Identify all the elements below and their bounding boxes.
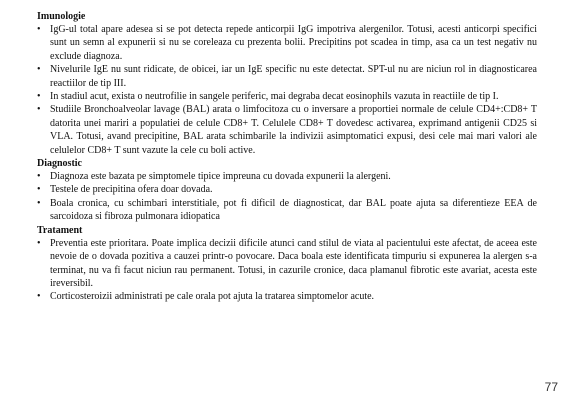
bullet-icon: • [37,197,41,209]
section-title: Imunologie [37,11,86,22]
section-tratament [37,224,537,304]
list-item [37,23,537,63]
list-item-text: Studiile Bronchoalveolar lavage (BAL) arata o limfocitoza cu o inversare a proportiei normale de celule CD4+:CD8+ T datorita unei mariri a populatiei de celule CD8+ T. Celulele CD8+ T dovedesc activarea, exprimand antigenii CD25 si VLA. Totusi, avand precipitine, BAL arata schimbarile la indivizii asimptomatici expusi, desi cele mai mari valori ale celulelor CD8+ T sunt vazute la cele cu boli active. [50,104,537,156]
bullet-icon: • [37,24,41,35]
list-item [37,90,537,103]
bullet-list [37,237,537,304]
list-item [37,290,537,303]
section-title: Diagnostic [37,158,82,170]
list-item-text: Preventia este prioritara. Poate implica decizii dificile atunci cand stilul de viata al pacientului este afectat, de aceea este nevoie de o dovada pozitiva a cauzei printr-o povocare. Daca boala este identificata timpuriu si expunerea la alergen s-a terminat, nu va fi facut niciun rau permanent. Totusi, in cazurile cronice, daca plamanul fibrotic este avariat, acesta este ireversibil. [50,237,537,289]
bullet-icon: • [37,64,41,76]
document-body [37,10,537,304]
section-diagnostic [37,157,537,224]
bullet-list [37,170,537,224]
list-item [37,237,537,291]
list-item-text: Diagnoza este bazata pe simptomele tipice impreuna cu dovada expunerii la alergeni. [50,171,391,183]
list-item [37,197,537,224]
list-item [37,63,537,90]
bullet-icon: • [37,104,41,116]
list-item-text: IgG-ul total apare adesea si se pot detecta repede anticorpii IgG impotriva alergenilor. Totusi, acesti anticorpi specifici sunt un semn al expunerii si nu se coreleaza cu prezenta bolii. Precipitins pot scadea in timp, asa ca un test negativ nu exclude diagnoza. [50,24,537,62]
bullet-icon: • [37,237,41,249]
list-item-text: Nivelurile IgE nu sunt ridicate, de obicei, iar un IgE specific nu este detectat. SPT-ul nu are niciun rol in diagnosticarea reactiilor de tip III. [50,64,537,89]
bullet-icon: • [37,184,41,196]
bullet-list [37,23,537,157]
list-item [37,170,537,183]
bullet-icon: • [37,291,41,303]
section-imunologie [37,10,537,157]
bullet-icon: • [37,91,41,103]
list-item [37,183,537,196]
list-item-text: Boala cronica, cu schimbari interstitiale, pot fi dificil de diagnosticat, dar BAL poate ajuta sa diferentieze EEA de sarcoidoza si fibroza pulmonara idiopatica [50,197,537,223]
bullet-icon: • [37,171,41,183]
list-item [37,103,537,157]
list-item-text: Testele de precipitina ofera doar dovada. [50,184,213,196]
page-number: 77 [544,380,558,394]
list-item-text: In stadiul acut, exista o neutrofilie in sangele periferic, mai degraba decat eosinophils vazuta in reactiile de tip I. [50,91,499,103]
list-item-text: Corticosteroizii administrati pe cale orala pot ajuta la tratarea simptomelor acute. [50,291,375,303]
section-title: Tratament [37,224,83,236]
